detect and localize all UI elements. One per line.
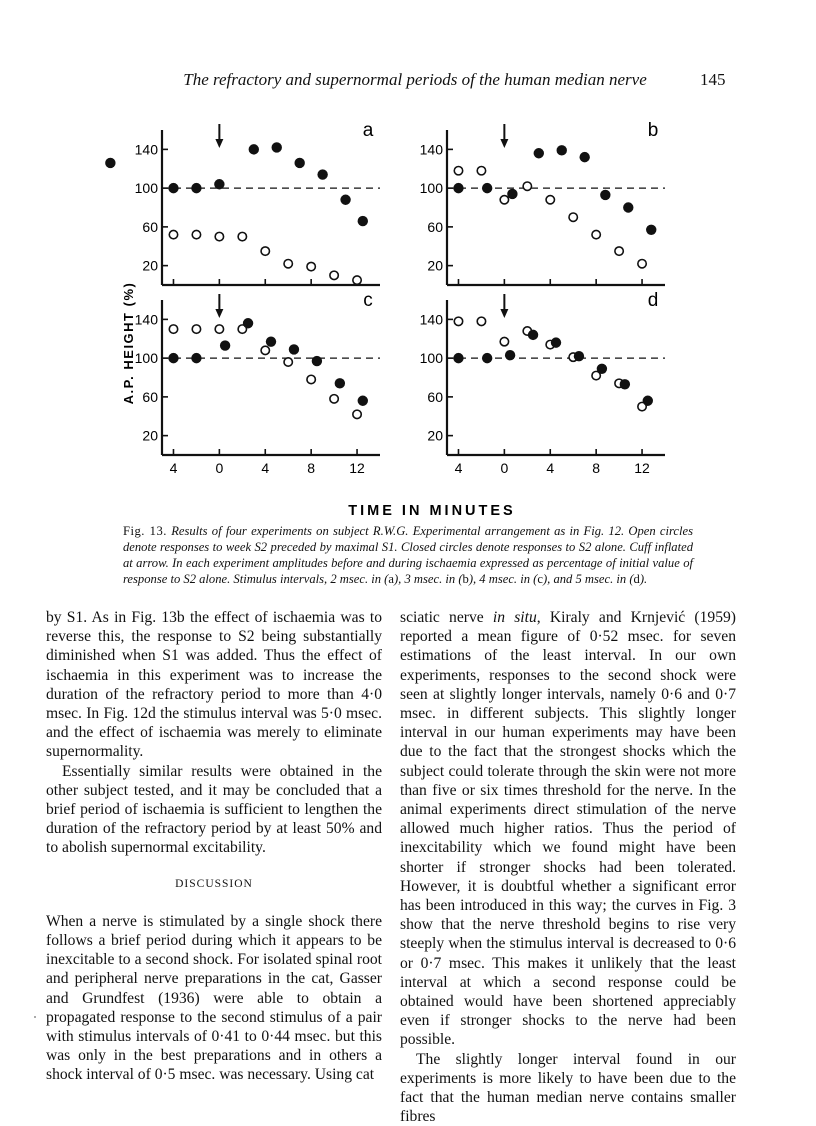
closed-circle-point xyxy=(597,364,607,374)
open-circle-point xyxy=(546,196,554,204)
closed-circle-point xyxy=(557,145,567,155)
y-tick-label: 100 xyxy=(419,180,443,197)
y-tick-label: 140 xyxy=(419,311,443,328)
y-tick-label: 60 xyxy=(427,218,443,235)
cuff-arrow-head xyxy=(500,139,508,148)
x-tick-label: 0 xyxy=(215,460,224,476)
paragraph xyxy=(400,608,736,1050)
caption-mid3: ), and 5 msec. in ( xyxy=(542,572,634,586)
open-circle-point xyxy=(477,317,485,325)
open-circle-point xyxy=(261,346,269,354)
left-column xyxy=(46,608,382,1085)
closed-circle-point xyxy=(646,225,656,235)
paragraph: Essentially similar results were obtained in the other subject tested, and it may be concluded that a brief period of ischaemia is sufficient to lengthen the duration of the refractory period by at least 50% and to abolish supernormal excitability. xyxy=(46,762,382,857)
panel-c xyxy=(135,290,380,476)
open-circle-point xyxy=(477,166,485,174)
caption-mid2: ), 4 msec. in ( xyxy=(468,572,538,586)
figure-13 xyxy=(100,100,700,520)
panel-b xyxy=(420,120,665,285)
closed-circle-point xyxy=(168,183,178,193)
closed-circle-point xyxy=(191,353,201,363)
caption-lead: Fig. 13. xyxy=(123,524,167,538)
open-circle-point xyxy=(523,182,531,190)
panel-label: a xyxy=(362,120,374,141)
paragraph: by S1. As in Fig. 13b the effect of ischaemia was to reverse this, the response to S2 being substantially diminished when S1 was added. Thus the effect of ischaemia in this experiment was to increase the duration of the refractory period to more than 4·0 msec. In Fig. 12d the stimulus interval was 5·0 msec. and the effect of ischaemia was merely to eliminate supernormality. xyxy=(46,609,382,761)
closed-circle-point xyxy=(579,152,589,162)
open-circle-point xyxy=(215,232,223,240)
closed-circle-point xyxy=(335,378,345,388)
text-run: sciatic nerve xyxy=(400,609,493,626)
panel-label: b xyxy=(647,120,659,141)
closed-circle-point xyxy=(505,350,515,360)
x-tick-label: 4 xyxy=(546,460,555,476)
open-circle-point xyxy=(592,230,600,238)
closed-circle-point xyxy=(358,216,368,226)
open-circle-point xyxy=(238,232,246,240)
y-tick-label: 140 xyxy=(419,141,443,158)
open-circle-point xyxy=(215,325,223,333)
open-circle-point xyxy=(638,259,646,267)
open-circle-point xyxy=(284,358,292,366)
y-tick-label: 60 xyxy=(142,388,158,405)
paragraph: The slightly longer interval found in our experiments is more likely to have been due to the fact that the human median nerve contains smaller fibres xyxy=(400,1050,736,1126)
open-circle-point xyxy=(353,410,361,418)
x-tick-label: 4 xyxy=(261,460,270,476)
closed-circle-point xyxy=(574,351,584,361)
closed-circle-point xyxy=(168,353,178,363)
y-tick-label: 140 xyxy=(134,311,158,328)
margin-mark xyxy=(34,1016,36,1018)
x-tick-label: 4 xyxy=(454,460,463,476)
y-tick-label: 100 xyxy=(134,180,158,197)
x-tick-label: 0 xyxy=(500,460,509,476)
closed-circle-point xyxy=(105,158,115,168)
y-tick-label: 20 xyxy=(142,257,158,274)
panel-d xyxy=(420,290,665,476)
closed-circle-point xyxy=(289,344,299,354)
open-circle-point xyxy=(353,276,361,284)
closed-circle-point xyxy=(623,202,633,212)
closed-circle-point xyxy=(453,353,463,363)
running-head xyxy=(0,70,816,94)
closed-circle-point xyxy=(294,158,304,168)
section-heading: DISCUSSION xyxy=(175,877,253,890)
open-circle-point xyxy=(169,325,177,333)
paragraph: When a nerve is stimulated by a single shock there follows a brief period during which it appears to be inexcitable to a second shock. For isolated spinal root and peripheral nerve preparations in the cat, Gasser and Grundfest (1936) were able to obtain a propagated response to the second stimulus of a pair with stimulus intervals of 0·41 to 0·44 msec. but this was only in the best preparations and in others a shock interval of 0·5 msec. was necessary. Using cat xyxy=(46,912,382,1084)
text-run: , Kiraly and Krnjević (1959) reported a mean figure of 0·52 msec. for seven estimations of the least interval. In our own experiments, responses to the second shock were seen at slightly longer intervals, namely 0·6 and 0·7 msec. in different subjects. This slightly longer interval in our human experiments may have been due to the fact that the strongest shocks which the subject could tolerate through the skin were not more than five or six times threshold for the nerve. In the animal experiments direct stimulation of the nerve allowed much higher ratios. Thus the period of inexcitability which we found might have been shorter if stronger shocks had been tolerated. However, it is doubtful whether a significant error has been introduced in this way; the curves in Fig. 3 show that the nerve threshold begins to rise very steeply when the stimulus interval is decreased to 0·6 or 0·7 msec. This makes it unlikely that the least interval at which a second response could be obtained would have been shortened appreciably even if stronger shocks to the nerve had been possible. xyxy=(400,609,736,1049)
x-tick-label: 8 xyxy=(307,460,316,476)
open-circle-point xyxy=(307,375,315,383)
caption-text: Results of four experiments on subject R.W.G. Experimental arrangement as in Fig. 12. Open circles denote responses to week S2 preceded by maximal S1. Closed circles denote responses to S2 alone. Cuff inflated at arrow. In each experiment amplitudes before and during ischaemia expressed as percentage of initial value of response to S2 alone. Stimulus intervals, 2 msec. in ( xyxy=(123,524,694,586)
panel-label: d xyxy=(647,290,659,311)
x-tick-label: 12 xyxy=(634,460,650,476)
right-column xyxy=(400,608,736,1126)
closed-circle-point xyxy=(620,379,630,389)
panel-a xyxy=(105,120,380,285)
caption-c: c xyxy=(537,572,543,586)
closed-circle-point xyxy=(643,396,653,406)
open-circle-point xyxy=(261,247,269,255)
closed-circle-point xyxy=(453,183,463,193)
closed-circle-point xyxy=(220,340,230,350)
open-circle-point xyxy=(500,337,508,345)
y-tick-label: 60 xyxy=(427,388,443,405)
open-circle-point xyxy=(454,317,462,325)
y-tick-label: 20 xyxy=(427,427,443,444)
running-title: The refractory and supernormal periods of the human median nerve xyxy=(183,70,647,89)
cuff-arrow-head xyxy=(500,309,508,318)
cuff-arrow-head xyxy=(215,309,223,318)
figure-caption xyxy=(123,523,693,587)
closed-circle-point xyxy=(317,169,327,179)
closed-circle-point xyxy=(214,179,224,189)
open-circle-point xyxy=(284,259,292,267)
closed-circle-point xyxy=(534,148,544,158)
y-tick-label: 20 xyxy=(427,257,443,274)
closed-circle-point xyxy=(249,144,259,154)
closed-circle-point xyxy=(312,356,322,366)
y-tick-label: 140 xyxy=(134,141,158,158)
open-circle-point xyxy=(192,325,200,333)
caption-b: b xyxy=(462,572,469,586)
closed-circle-point xyxy=(266,336,276,346)
open-circle-point xyxy=(330,395,338,403)
caption-a: a xyxy=(388,572,394,586)
closed-circle-point xyxy=(600,190,610,200)
closed-circle-point xyxy=(358,396,368,406)
x-tick-label: 8 xyxy=(592,460,601,476)
caption-end: ). xyxy=(639,572,648,586)
x-tick-label: 4 xyxy=(169,460,178,476)
open-circle-point xyxy=(307,262,315,270)
y-tick-label: 100 xyxy=(134,350,158,367)
y-tick-label: 60 xyxy=(142,218,158,235)
open-circle-point xyxy=(569,213,577,221)
page-number: 145 xyxy=(700,70,726,89)
closed-circle-point xyxy=(272,142,282,152)
closed-circle-point xyxy=(191,183,201,193)
italic-run: in situ xyxy=(492,609,537,626)
x-axis-label: TIME IN MINUTES xyxy=(348,503,516,519)
y-tick-label: 20 xyxy=(142,427,158,444)
caption-d: d xyxy=(633,572,640,586)
closed-circle-point xyxy=(528,330,538,340)
y-tick-label: 100 xyxy=(419,350,443,367)
x-tick-label: 12 xyxy=(349,460,365,476)
closed-circle-point xyxy=(243,318,253,328)
closed-circle-point xyxy=(551,337,561,347)
closed-circle-point xyxy=(507,189,517,199)
closed-circle-point xyxy=(482,183,492,193)
open-circle-point xyxy=(330,271,338,279)
open-circle-point xyxy=(615,247,623,255)
open-circle-point xyxy=(169,230,177,238)
open-circle-point xyxy=(454,166,462,174)
closed-circle-point xyxy=(482,353,492,363)
cuff-arrow-head xyxy=(215,139,223,148)
closed-circle-point xyxy=(340,195,350,205)
open-circle-point xyxy=(500,196,508,204)
panel-label: c xyxy=(363,290,373,311)
y-axis-label: A.P. HEIGHT (%) xyxy=(121,281,136,405)
open-circle-point xyxy=(192,230,200,238)
caption-mid1: ), 3 msec. in ( xyxy=(393,572,463,586)
